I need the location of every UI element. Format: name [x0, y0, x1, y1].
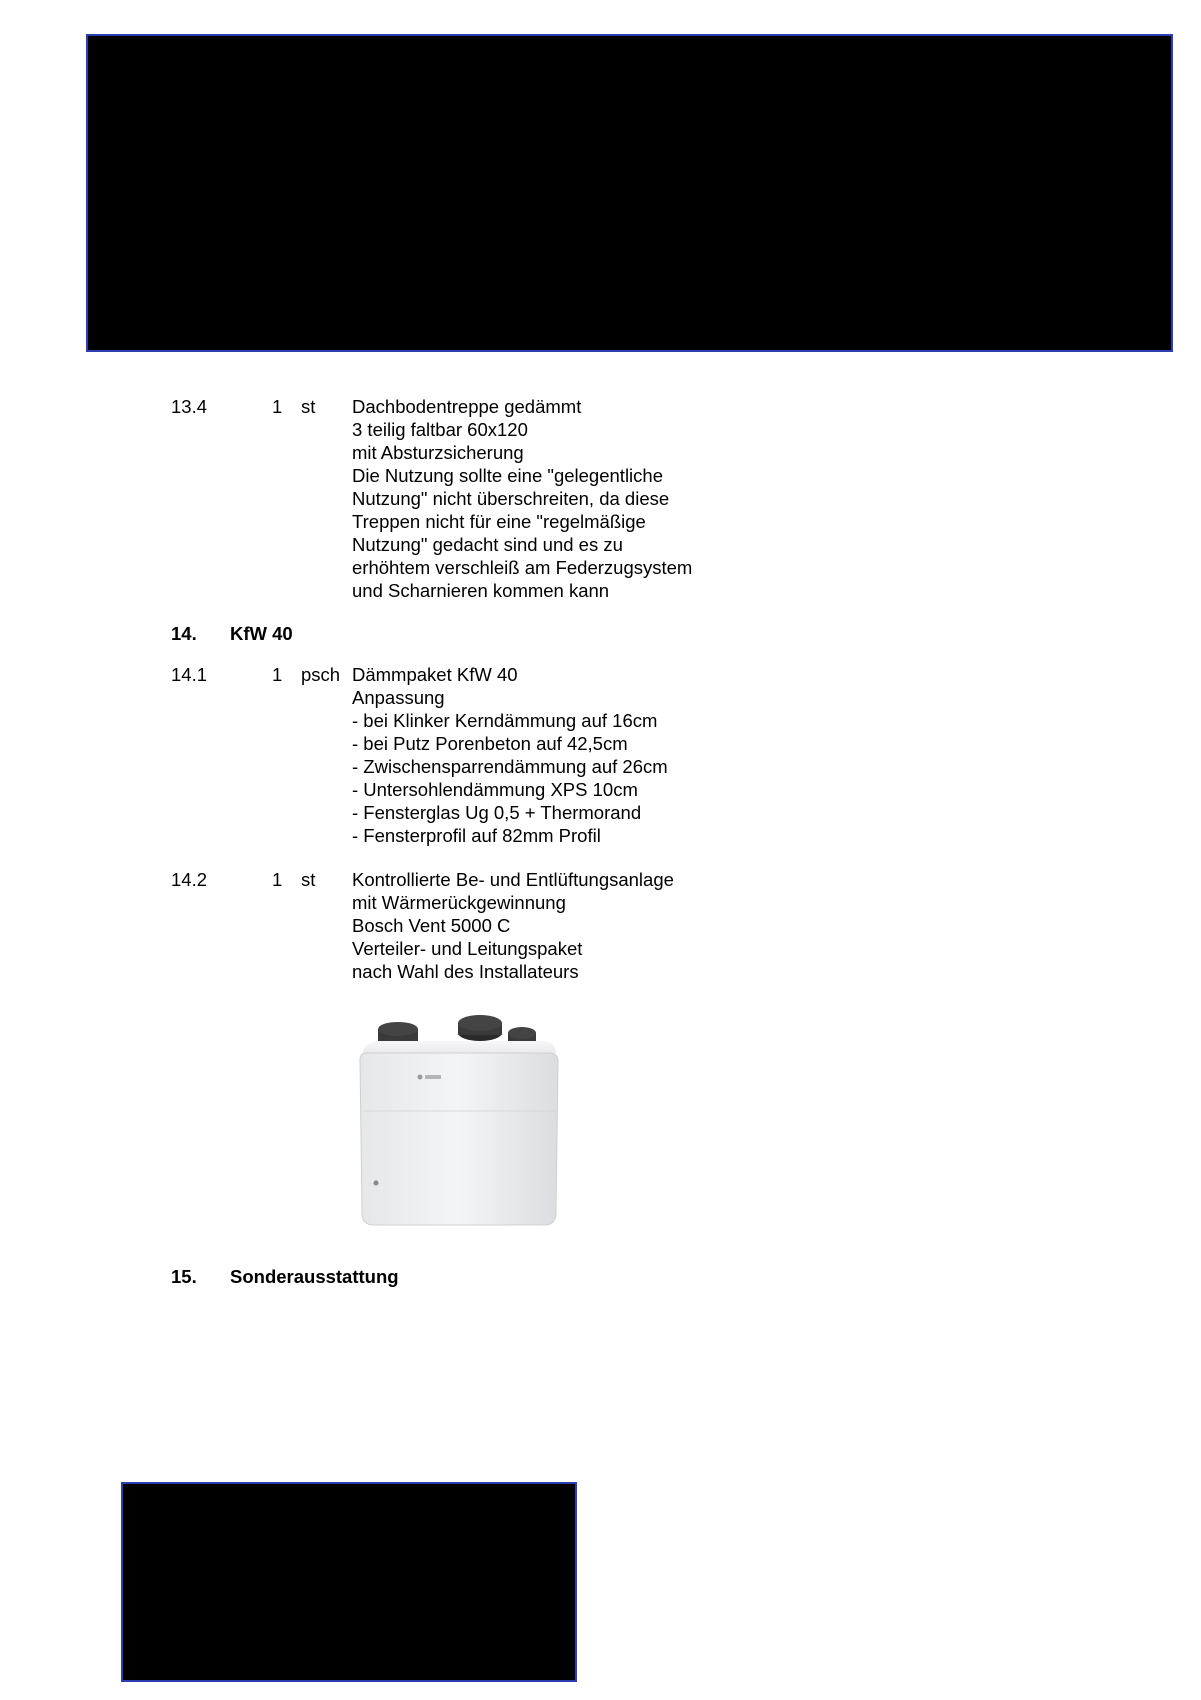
desc-line: Bosch Vent 5000 C	[352, 915, 511, 936]
desc-line: - Untersohlendämmung XPS 10cm	[352, 779, 638, 800]
desc-line: und Scharnieren kommen kann	[352, 580, 610, 601]
desc-line: mit Wärmerückgewinnung	[352, 892, 566, 913]
desc-line: Die Nutzung sollte eine "gelegentliche	[352, 465, 663, 486]
redacted-block-top	[86, 34, 1173, 352]
desc-line: - Fensterglas Ug 0,5 + Thermorand	[352, 802, 642, 823]
desc-line: erhöhtem verschleiß am Federzugsystem	[352, 557, 693, 578]
desc-line: Dachbodentreppe gedämmt	[352, 396, 582, 417]
section-number: 14.	[171, 623, 197, 644]
item-unit: psch	[301, 664, 341, 685]
desc-line: - Fensterprofil auf 82mm Profil	[352, 825, 601, 846]
item-description	[352, 395, 912, 602]
item-number: 14.1	[171, 664, 208, 685]
item-description	[352, 868, 912, 983]
item-unit: st	[301, 396, 316, 417]
section-title: KfW 40	[230, 623, 293, 644]
ventilation-unit-photo	[350, 1015, 580, 1235]
desc-line: Kontrollierte Be- und Entlüftungsanlage	[352, 869, 674, 890]
item-quantity: 1	[272, 396, 283, 417]
desc-line: mit Absturzsicherung	[352, 442, 524, 463]
desc-line: nach Wahl des Installateurs	[352, 961, 579, 982]
item-description	[352, 663, 912, 847]
desc-line: - Zwischensparrendämmung auf 26cm	[352, 756, 668, 777]
section-number: 15.	[171, 1266, 197, 1287]
desc-line: Anpassung	[352, 687, 445, 708]
desc-line: - bei Putz Porenbeton auf 42,5cm	[352, 733, 628, 754]
desc-line: Nutzung" gedacht sind und es zu	[352, 534, 623, 555]
desc-line: - bei Klinker Kerndämmung auf 16cm	[352, 710, 658, 731]
item-quantity: 1	[272, 869, 283, 890]
redacted-block-bottom	[121, 1482, 577, 1682]
desc-line: Verteiler- und Leitungspaket	[352, 938, 583, 959]
desc-line: 3 teilig faltbar 60x120	[352, 419, 528, 440]
desc-line: Nutzung" nicht überschreiten, da diese	[352, 488, 670, 509]
item-quantity: 1	[272, 664, 283, 685]
item-number: 13.4	[171, 396, 208, 417]
item-number: 14.2	[171, 869, 208, 890]
section-title: Sonderausstattung	[230, 1266, 399, 1287]
desc-line: Dämmpaket KfW 40	[352, 664, 518, 685]
desc-line: Treppen nicht für eine "regelmäßige	[352, 511, 646, 532]
item-unit: st	[301, 869, 316, 890]
